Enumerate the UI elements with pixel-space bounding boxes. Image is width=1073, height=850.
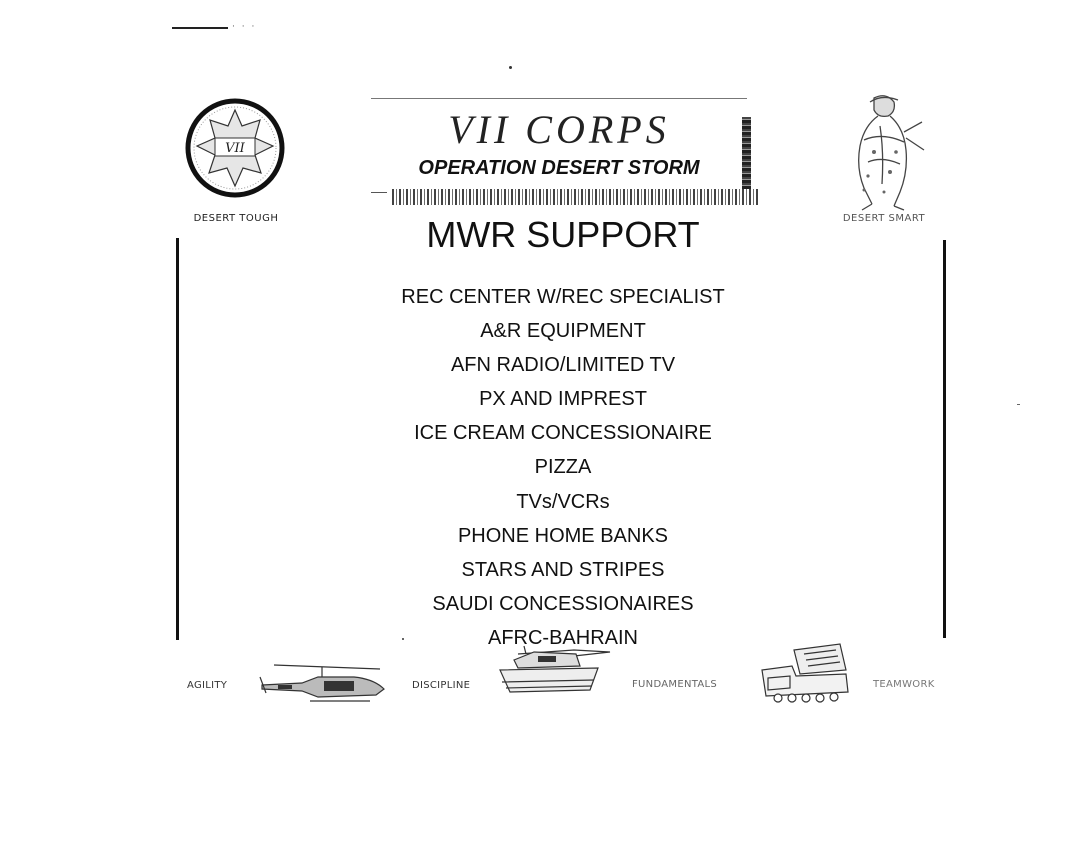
- header-dash: [371, 192, 387, 193]
- list-item: STARS AND STRIPES: [461, 558, 665, 581]
- rocket-launcher-vehicle-icon: [756, 640, 852, 708]
- list-item: AFRC-BAHRAIN: [487, 626, 638, 649]
- scan-speck: [509, 66, 512, 69]
- page-title: MWR SUPPORT: [426, 214, 700, 255]
- footer-fundamentals: FUNDAMENTALS: [632, 679, 718, 690]
- list-item: PHONE HOME BANKS: [457, 524, 669, 547]
- list-item: REC CENTER W/REC SPECIALIST: [401, 286, 725, 308]
- tank-icon: [494, 640, 614, 704]
- emblem-text: VII: [225, 141, 245, 156]
- scan-mark: [172, 27, 228, 29]
- corps-title: VII CORPS: [448, 107, 670, 152]
- list-item: AFN RADIO/LIMITED TV: [450, 354, 676, 377]
- list-item: SAUDI CONCESSIONAIRES: [432, 592, 694, 615]
- list-item: TVs/VCRs: [516, 490, 610, 513]
- right-border-line: [943, 240, 946, 638]
- operation-title: OPERATION DESERT STORM: [418, 157, 700, 179]
- left-border-line: [176, 238, 179, 640]
- motto-desert-tough: DESERT TOUGH: [193, 213, 279, 224]
- list-item: PX AND IMPREST: [479, 388, 647, 411]
- corps-emblem-icon: [185, 96, 285, 200]
- header-pattern-bar: [392, 189, 758, 205]
- soldier-illustration-icon: [834, 92, 930, 212]
- header-side-bar: [742, 117, 751, 189]
- scan-mark-dots: · · ·: [232, 22, 257, 32]
- scan-speck: [1017, 404, 1020, 405]
- list-item: A&R EQUIPMENT: [480, 320, 646, 343]
- footer-discipline: DISCIPLINE: [412, 680, 471, 691]
- footer-teamwork: TEAMWORK: [873, 679, 935, 690]
- list-item: PIZZA: [534, 456, 592, 479]
- support-list: [371, 284, 755, 659]
- footer-agility: AGILITY: [187, 680, 228, 691]
- helicopter-icon: [258, 655, 390, 707]
- list-item: ICE CREAM CONCESSIONAIRE: [414, 422, 712, 445]
- motto-desert-smart: DESERT SMART: [842, 213, 926, 224]
